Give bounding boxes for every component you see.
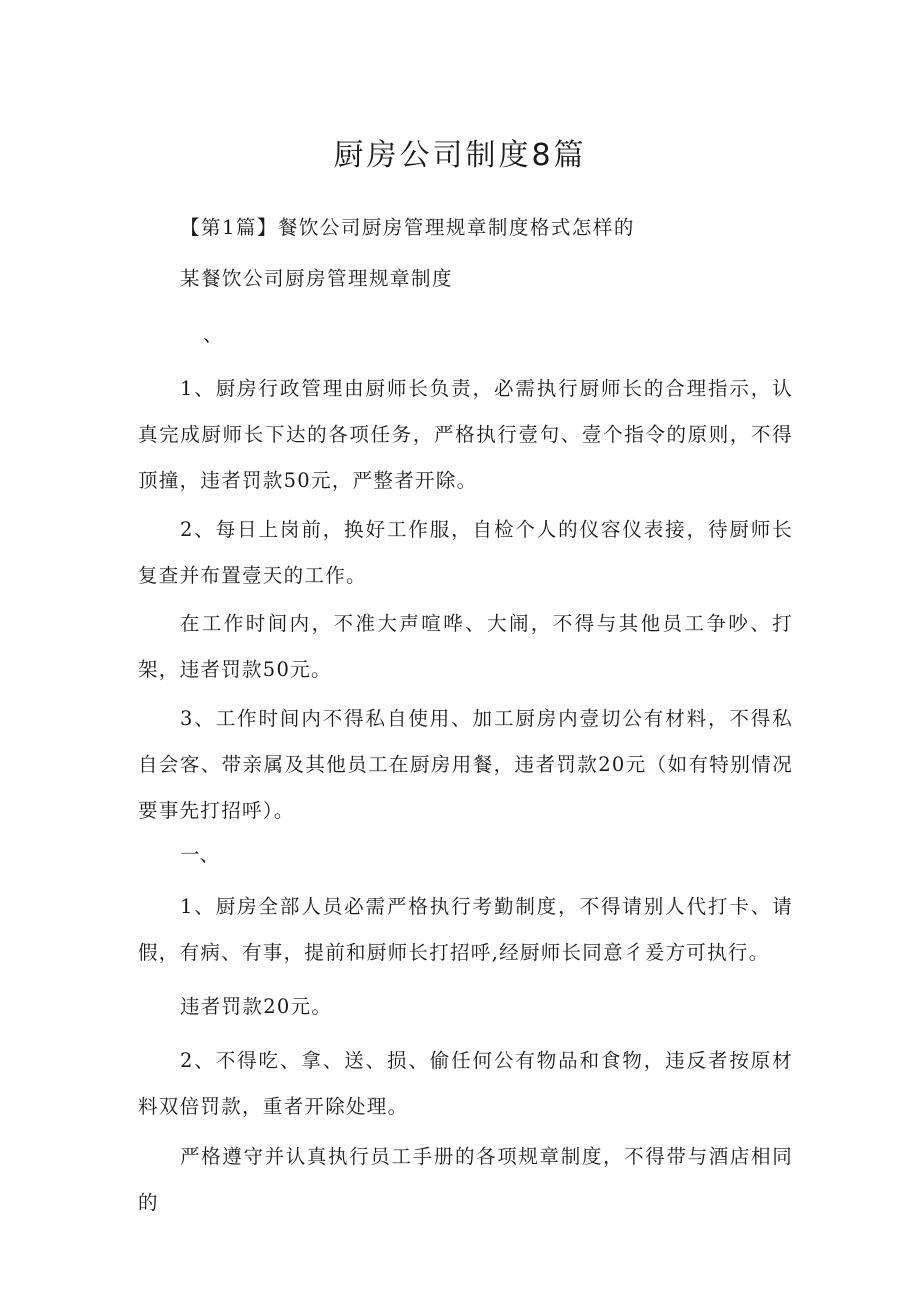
paragraph-1: 1、厨房行政管理由厨师长负责，必需执行厨师长的合理指示，认真完成厨师长下达的各项任务，严格执行壹句、壹个指令的原则，不得顶撞，违者罚款50元，严整者开除。 <box>138 377 793 492</box>
document-subtitle: 某餐饮公司厨房管理规章制度 <box>180 267 454 290</box>
section-heading: 【第1篇】餐饮公司厨房管理规章制度格式怎样的 <box>180 216 635 239</box>
section-mark: 、 <box>203 323 223 346</box>
paragraph-6: 违者罚款20元。 <box>180 995 333 1018</box>
paragraph-3: 在工作时间内，不准大声喧哗、大闹，不得与其他员工争吵、打架，违者罚款50元。 <box>138 612 793 681</box>
paragraph-8: 严格遵守并认真执行员工手册的各项规章制度，不得带与酒店相同的 <box>138 1145 793 1214</box>
section-mark-2: 一、 <box>180 843 220 866</box>
paragraph-5: 1、厨房全部人员必需严格执行考勤制度，不得请别人代打卡、请假，有病、有事，提前和厨师长打招呼,经厨师长同意彳爰方可执行。 <box>138 895 793 964</box>
paragraph-7: 2、不得吃、拿、送、损、偷任何公有物品和食物，违反者按原材料双倍罚款，重者开除处理。 <box>138 1049 793 1118</box>
document-title: 厨房公司制度8篇 <box>333 138 587 174</box>
paragraph-4: 3、工作时间内不得私自使用、加工厨房内壹切公有材料，不得私自会客、带亲属及其他员工在厨房用餐，违者罚款20元（如有特别情况要事先打招呼）。 <box>138 707 793 822</box>
paragraph-2: 2、每日上岗前，换好工作服，自检个人的仪容仪表接，待厨师长复查并布置壹天的工作。 <box>138 518 793 587</box>
